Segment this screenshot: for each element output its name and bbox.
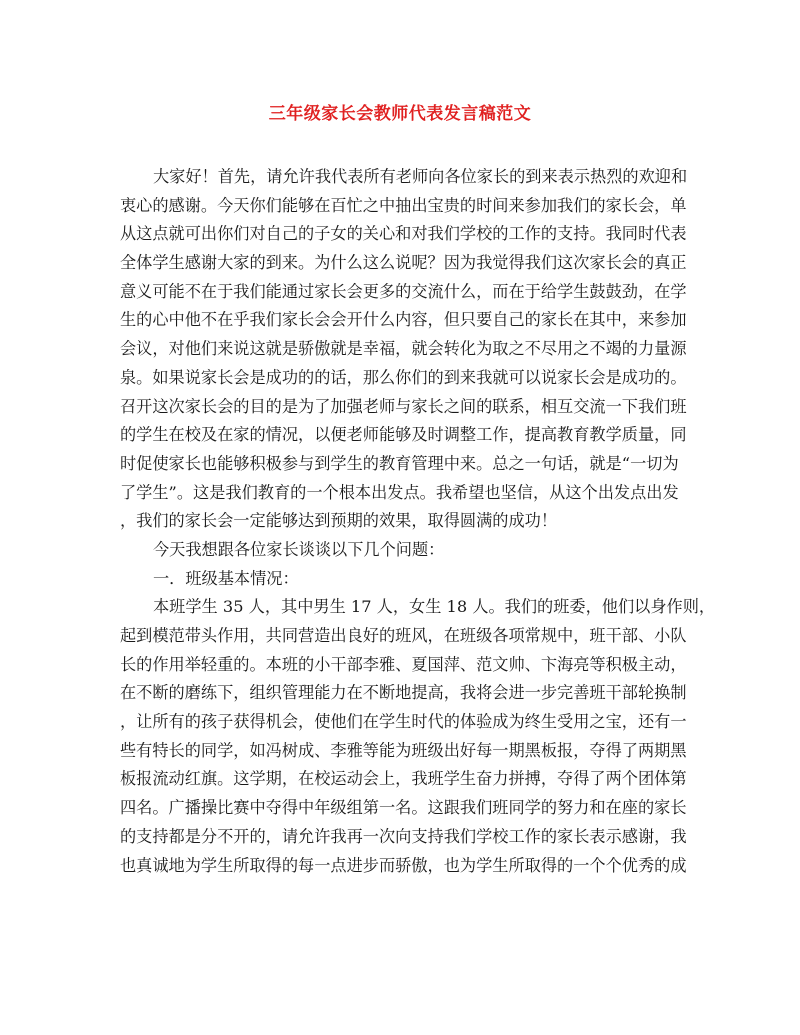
text-line: 意义可能不在于我们能通过家长会更多的交流什么，而在于给学生鼓鼓劲，在学 <box>120 281 687 301</box>
text-line: 起到模范带头作用，共同营造出良好的班风，在班级各项常规中，班干部、小队 <box>120 626 687 645</box>
text-line: 了学生”。这是我们教育的一个根本出发点。我希望也坚信，从这个出发点出发 <box>120 482 679 502</box>
text-line: 大家好！首先，请允许我代表所有老师向各位家长的到来表示热烈的欢迎和 <box>153 167 688 186</box>
text-line: 泉。如果说家长会是成功的的话，那么你们的到来我就可以说家长会是成功的。 <box>120 367 687 387</box>
text-line: ，让所有的孩子获得机会，使他们在学生时代的体验成为终生受用之宝，还有一 <box>120 712 687 732</box>
text-line: 本班学生 35 人，其中男生 17 人，女生 18 人。我们的班委，他们以身作则， <box>153 597 716 617</box>
text-line: 的支持都是分不开的，请允许我再一次向支持我们学校工作的家长表示感谢，我 <box>120 826 687 846</box>
text-line: 长的作用举轻重的。本班的小干部李雅、夏国萍、范文帅、卞海亮等积极主动， <box>120 654 687 674</box>
text-line: 在不断的磨练下，组织管理能力在不断地提高，我将会进一步完善班干部轮换制 <box>120 683 687 703</box>
text-line: 全体学生感谢大家的到来。为什么这么说呢？因为我觉得我们这次家长会的真正 <box>120 253 687 273</box>
text-line: 四名。广播操比赛中夺得中年级组第一名。这跟我们班同学的努力和在座的家长 <box>120 798 687 818</box>
text-line: 从这点就可出你们对自己的子女的关心和对我们学校的工作的支持。我同时代表 <box>120 224 687 244</box>
text-line: 今天我想跟各位家长谈谈以下几个问题： <box>153 539 445 559</box>
text-line: 时促使家长也能够积极参与到学生的教育管理中来。总之一句话，就是“一切为 <box>120 453 679 473</box>
text-line: 衷心的感谢。今天你们能够在百忙之中抽出宝贵的时间来参加我们的家长会，单 <box>120 195 687 215</box>
text-line: 也真诚地为学生所取得的每一点进步而骄傲，也为学生所取得的一个个优秀的成 <box>120 855 687 875</box>
text-line: 会议，对他们来说这就是骄傲就是幸福，就会转化为取之不尽用之不竭的力量源 <box>120 339 687 359</box>
text-line: 些有特长的同学，如冯树成、李雅等能为班级出好每一期黑板报，夺得了两期黑 <box>120 740 687 760</box>
document-body <box>120 163 716 880</box>
section-heading: 一．班级基本情况： <box>153 568 299 588</box>
text-line: 生的心中他不在乎我们家长会会开什么内容，但只要自己的家长在其中，来参加 <box>120 310 687 330</box>
text-line: 召开这次家长会的目的是为了加强老师与家长之间的联系，相互交流一下我们班 <box>120 396 687 416</box>
text-line: 的学生在校及在家的情况，以便老师能够及时调整工作，提高教育教学质量，同 <box>120 425 687 445</box>
text-line: ，我们的家长会一定能够达到预期的效果，取得圆满的成功！ <box>120 511 558 531</box>
text-line: 板报流动红旗。这学期，在校运动会上，我班学生奋力拼搏，夺得了两个团体第 <box>120 769 687 789</box>
document-title: 三年级家长会教师代表发言稿范文 <box>268 104 532 124</box>
